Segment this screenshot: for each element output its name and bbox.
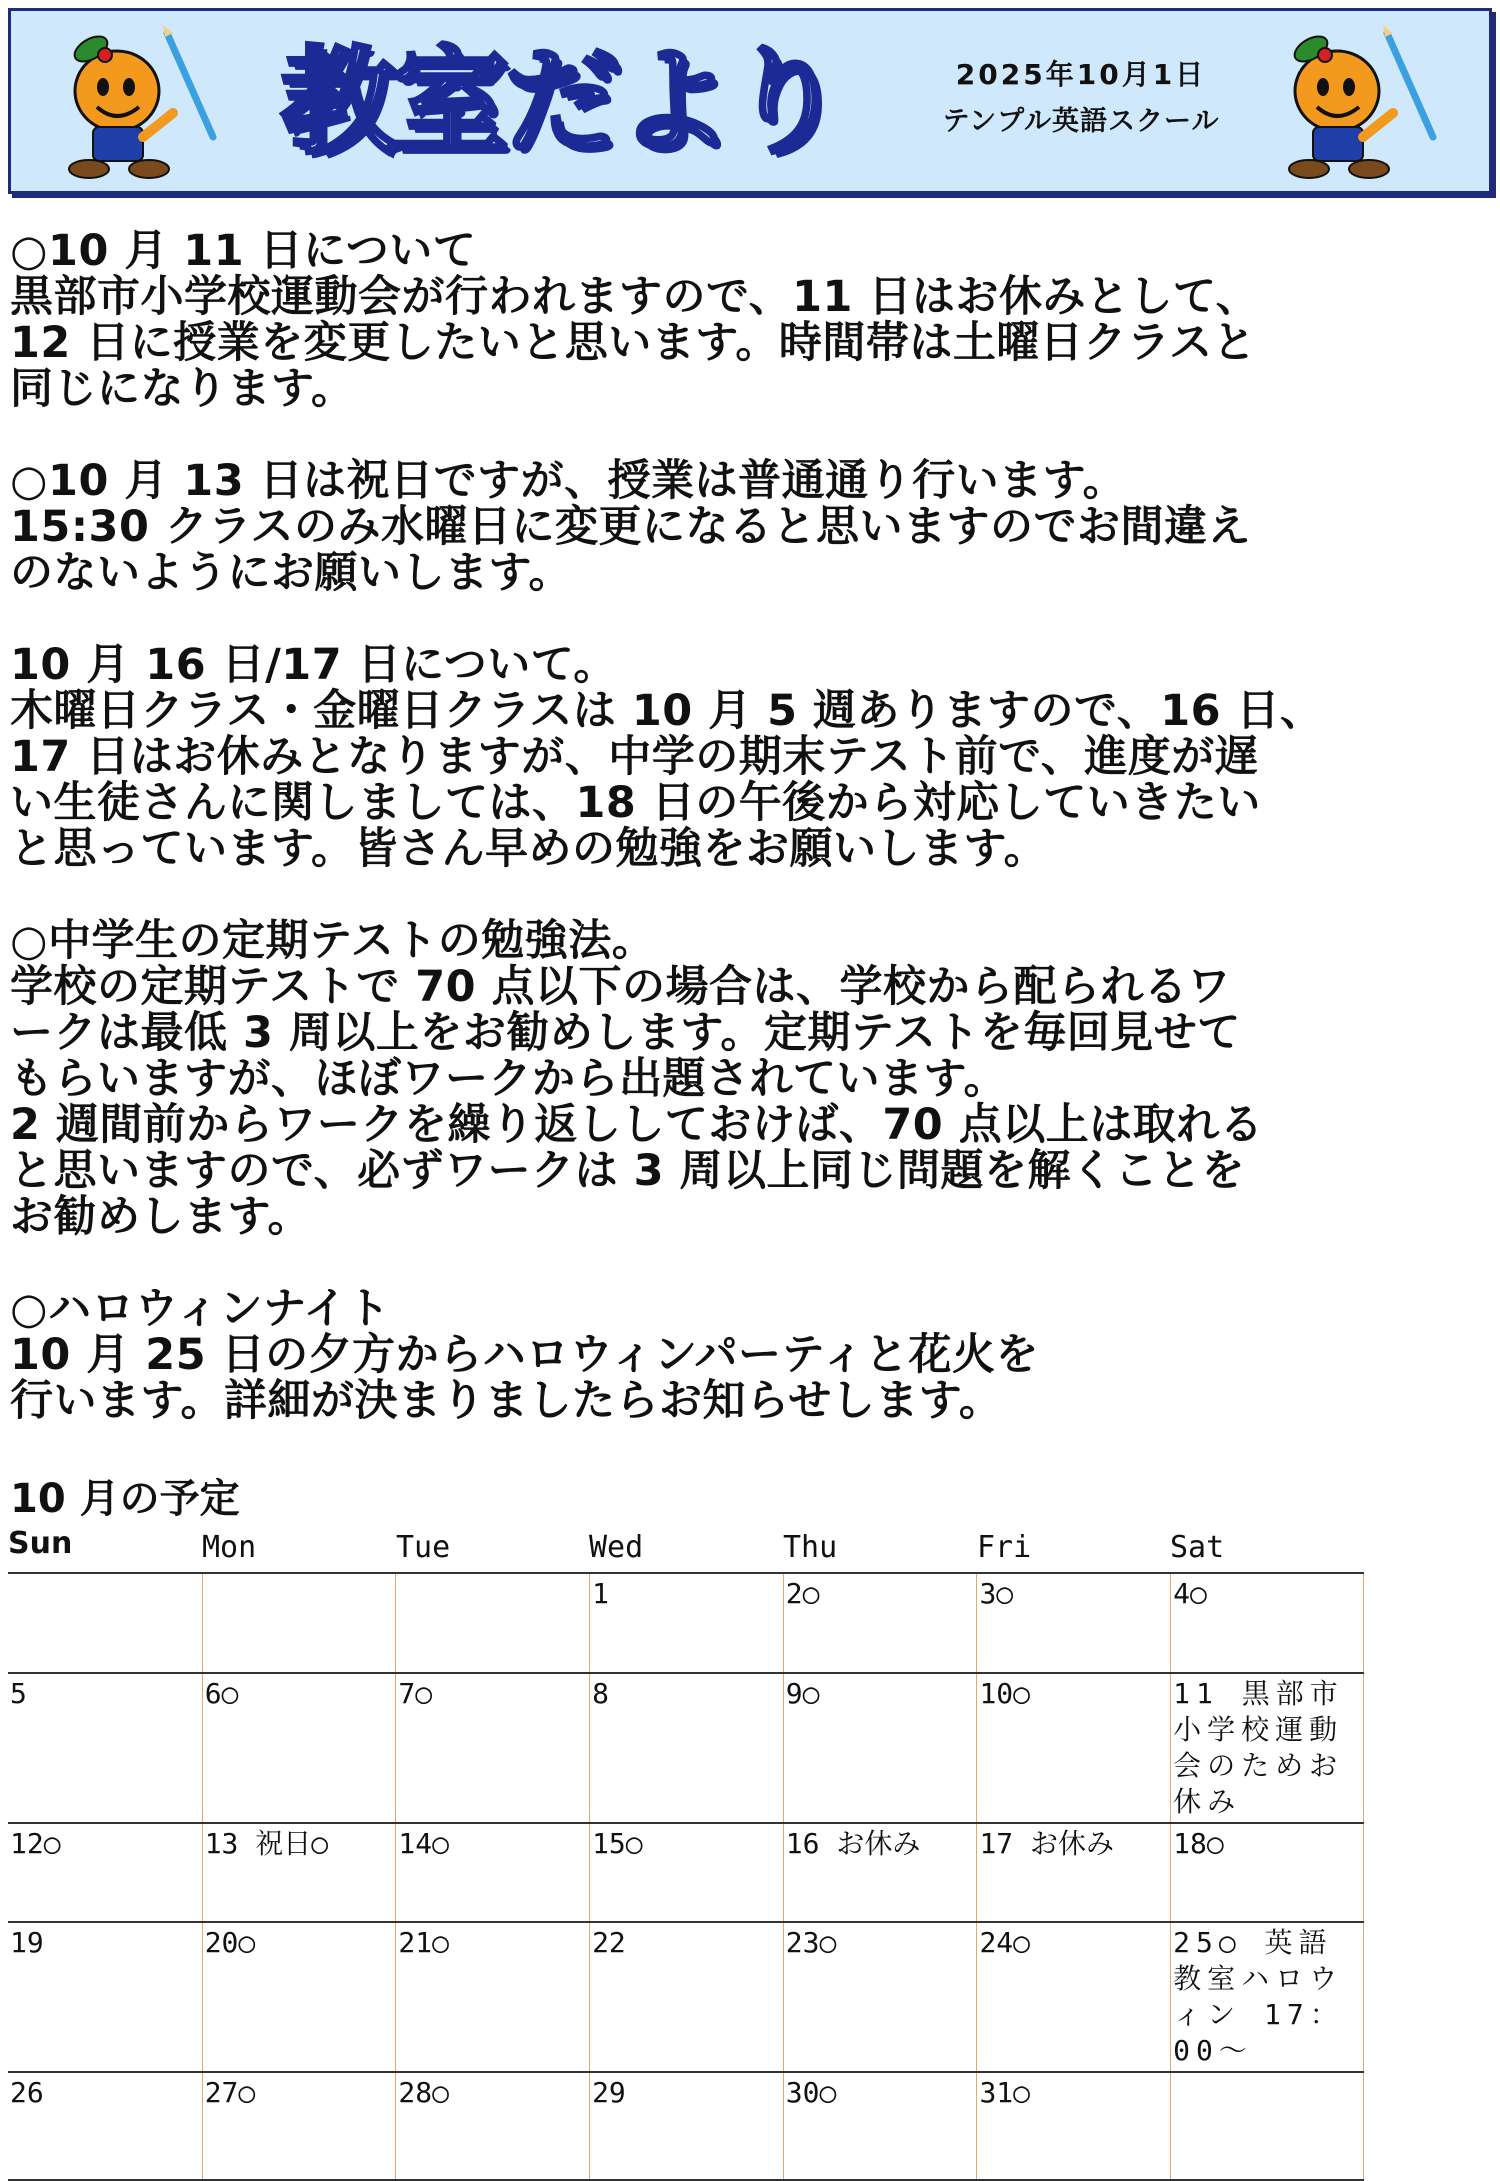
notice-line: と思っています。皆さん早めの勉強をお願いします。: [10, 824, 1048, 874]
calendar-cell: 29: [589, 2073, 783, 2179]
calendar-cell: 21○: [395, 1923, 589, 2071]
calendar-cell: 20○: [202, 1923, 396, 2071]
calendar-cell: 3○: [976, 1574, 1170, 1672]
orange-mascot-icon: [1275, 19, 1445, 184]
notice-line: お勧めします。: [10, 1192, 312, 1242]
notice-heading: ○10 月 11 日について: [10, 226, 477, 276]
calendar-cell: [8, 1574, 202, 1672]
calendar-title: 10 月の予定: [10, 1476, 240, 1522]
weekday-label: Sat: [1170, 1530, 1225, 1565]
calendar-cell: 9○: [783, 1674, 977, 1822]
calendar-cell: 4○: [1170, 1574, 1364, 1672]
notice-line: 15:30 クラスのみ水曜日に変更になると思いますのでお間違え: [10, 502, 1252, 552]
notice-line: 同じになります。: [10, 364, 355, 414]
calendar-week-row: [8, 2073, 1364, 2181]
calendar-weekday-header: [8, 1526, 1364, 1570]
calendar-cell: 17 お休み: [976, 1824, 1170, 1921]
calendar-cell: 27○: [202, 2073, 396, 2179]
notice-halloween: [10, 1286, 1390, 1424]
calendar-cell: 14○: [395, 1824, 589, 1921]
notice-line: 学校の定期テストで 70 点以下の場合は、学校から配られるワ: [10, 962, 1232, 1012]
calendar-cell: 31○: [976, 2073, 1170, 2179]
notice-oct-16-17: [10, 642, 1390, 872]
weekday-label: Thu: [783, 1530, 838, 1565]
weekday-label: Mon: [202, 1530, 257, 1565]
notice-line: 12 日に授業を変更したいと思います。時間帯は土曜日クラスと: [10, 318, 1257, 368]
weekday-label: Wed: [589, 1530, 644, 1565]
calendar-cell: 18○: [1170, 1824, 1364, 1921]
calendar-cell: [1170, 2073, 1364, 2179]
notice-heading: ○中学生の定期テストの勉強法。: [10, 916, 656, 966]
calendar-cell: 10○: [976, 1674, 1170, 1822]
calendar-cell: 22: [589, 1923, 783, 2071]
calendar-cell: 28○: [395, 2073, 589, 2179]
calendar-cell: 19: [10, 1926, 44, 1959]
calendar-week-row: [8, 1674, 1364, 1824]
calendar-cell: [395, 1574, 589, 1672]
calendar-cell: 12○: [10, 1827, 61, 1860]
notice-line: 木曜日クラス・金曜日クラスは 10 月 5 週ありますので、16 日、: [10, 686, 1324, 736]
calendar-cell: 7○: [395, 1674, 589, 1822]
calendar-cell-event: 25○ 英語教室ハロウィン 17：00～: [1170, 1923, 1364, 2071]
calendar-cell: 8: [589, 1674, 783, 1822]
notice-line: のないようにお願いします。: [10, 548, 573, 598]
notice-line: もらいますが、ほぼワークから出題されています。: [10, 1054, 1008, 1104]
calendar-cell-event: 11 黒部市小学校運動会のためお休み: [1170, 1674, 1364, 1822]
notice-line: と思いますので、必ずワークは 3 周以上同じ問題を解くことを: [10, 1146, 1245, 1196]
notice-heading: 10 月 16 日/17 日について。: [10, 640, 617, 690]
weekday-label: Sun: [8, 1526, 73, 1561]
notice-line: い生徒さんに関しましては、18 日の午後から対応していきたい: [10, 778, 1261, 828]
calendar-cell: 13 祝日○: [202, 1824, 396, 1921]
weekday-label: Fri: [977, 1530, 1032, 1565]
weekday-label: Tue: [396, 1530, 451, 1565]
orange-mascot-icon: [55, 19, 225, 184]
newsletter-header: [8, 8, 1492, 194]
notice-line: ークは最低 3 周以上をお勧めします。定期テストを毎回見せて: [10, 1008, 1241, 1058]
calendar-week-row: [8, 1923, 1364, 2073]
notice-oct-13: [10, 458, 1390, 596]
calendar-cell: 15○: [589, 1824, 783, 1921]
notice-line: 17 日はお休みとなりますが、中学の期末テスト前で、進度が遅: [10, 732, 1259, 782]
calendar-week-row: [8, 1574, 1364, 1674]
calendar-cell: 6○: [202, 1674, 396, 1822]
notice-heading: ○ハロウィンナイト: [10, 1284, 391, 1334]
notice-oct-11: [10, 228, 1390, 412]
newsletter-body: [10, 228, 1390, 1470]
october-calendar: [8, 1572, 1364, 2181]
calendar-cell: 2○: [783, 1574, 977, 1672]
calendar-cell: 30○: [783, 2073, 977, 2179]
school-name: テンプル英語スクール: [942, 106, 1220, 137]
notice-line: 行います。詳細が決まりましたらお知らせします。: [10, 1376, 1003, 1426]
calendar-cell: 23○: [783, 1923, 977, 2071]
notice-line: 2 週間前からワークを繰り返ししておけば、70 点以上は取れる: [10, 1100, 1264, 1150]
issue-date: 2025年10月1日: [955, 58, 1207, 91]
notice-heading: ○10 月 13 日は祝日ですが、授業は普通通り行います。: [10, 456, 1127, 506]
calendar-week-row: [8, 1824, 1364, 1923]
calendar-cell: 5: [10, 1677, 27, 1710]
notice-line: 黒部市小学校運動会が行われますので、11 日はお休みとして、: [10, 272, 1260, 322]
calendar-cell: [202, 1574, 396, 1672]
notice-line: 10 月 25 日の夕方からハロウィンパーティと花火を: [10, 1330, 1040, 1380]
newsletter-title: 教室だより: [281, 35, 841, 170]
calendar-cell: 1: [589, 1574, 783, 1672]
notice-study-method: [10, 918, 1390, 1240]
calendar-cell: 16 お休み: [783, 1824, 977, 1921]
calendar-cell: 24○: [976, 1923, 1170, 2071]
calendar-cell: 26: [10, 2076, 44, 2109]
